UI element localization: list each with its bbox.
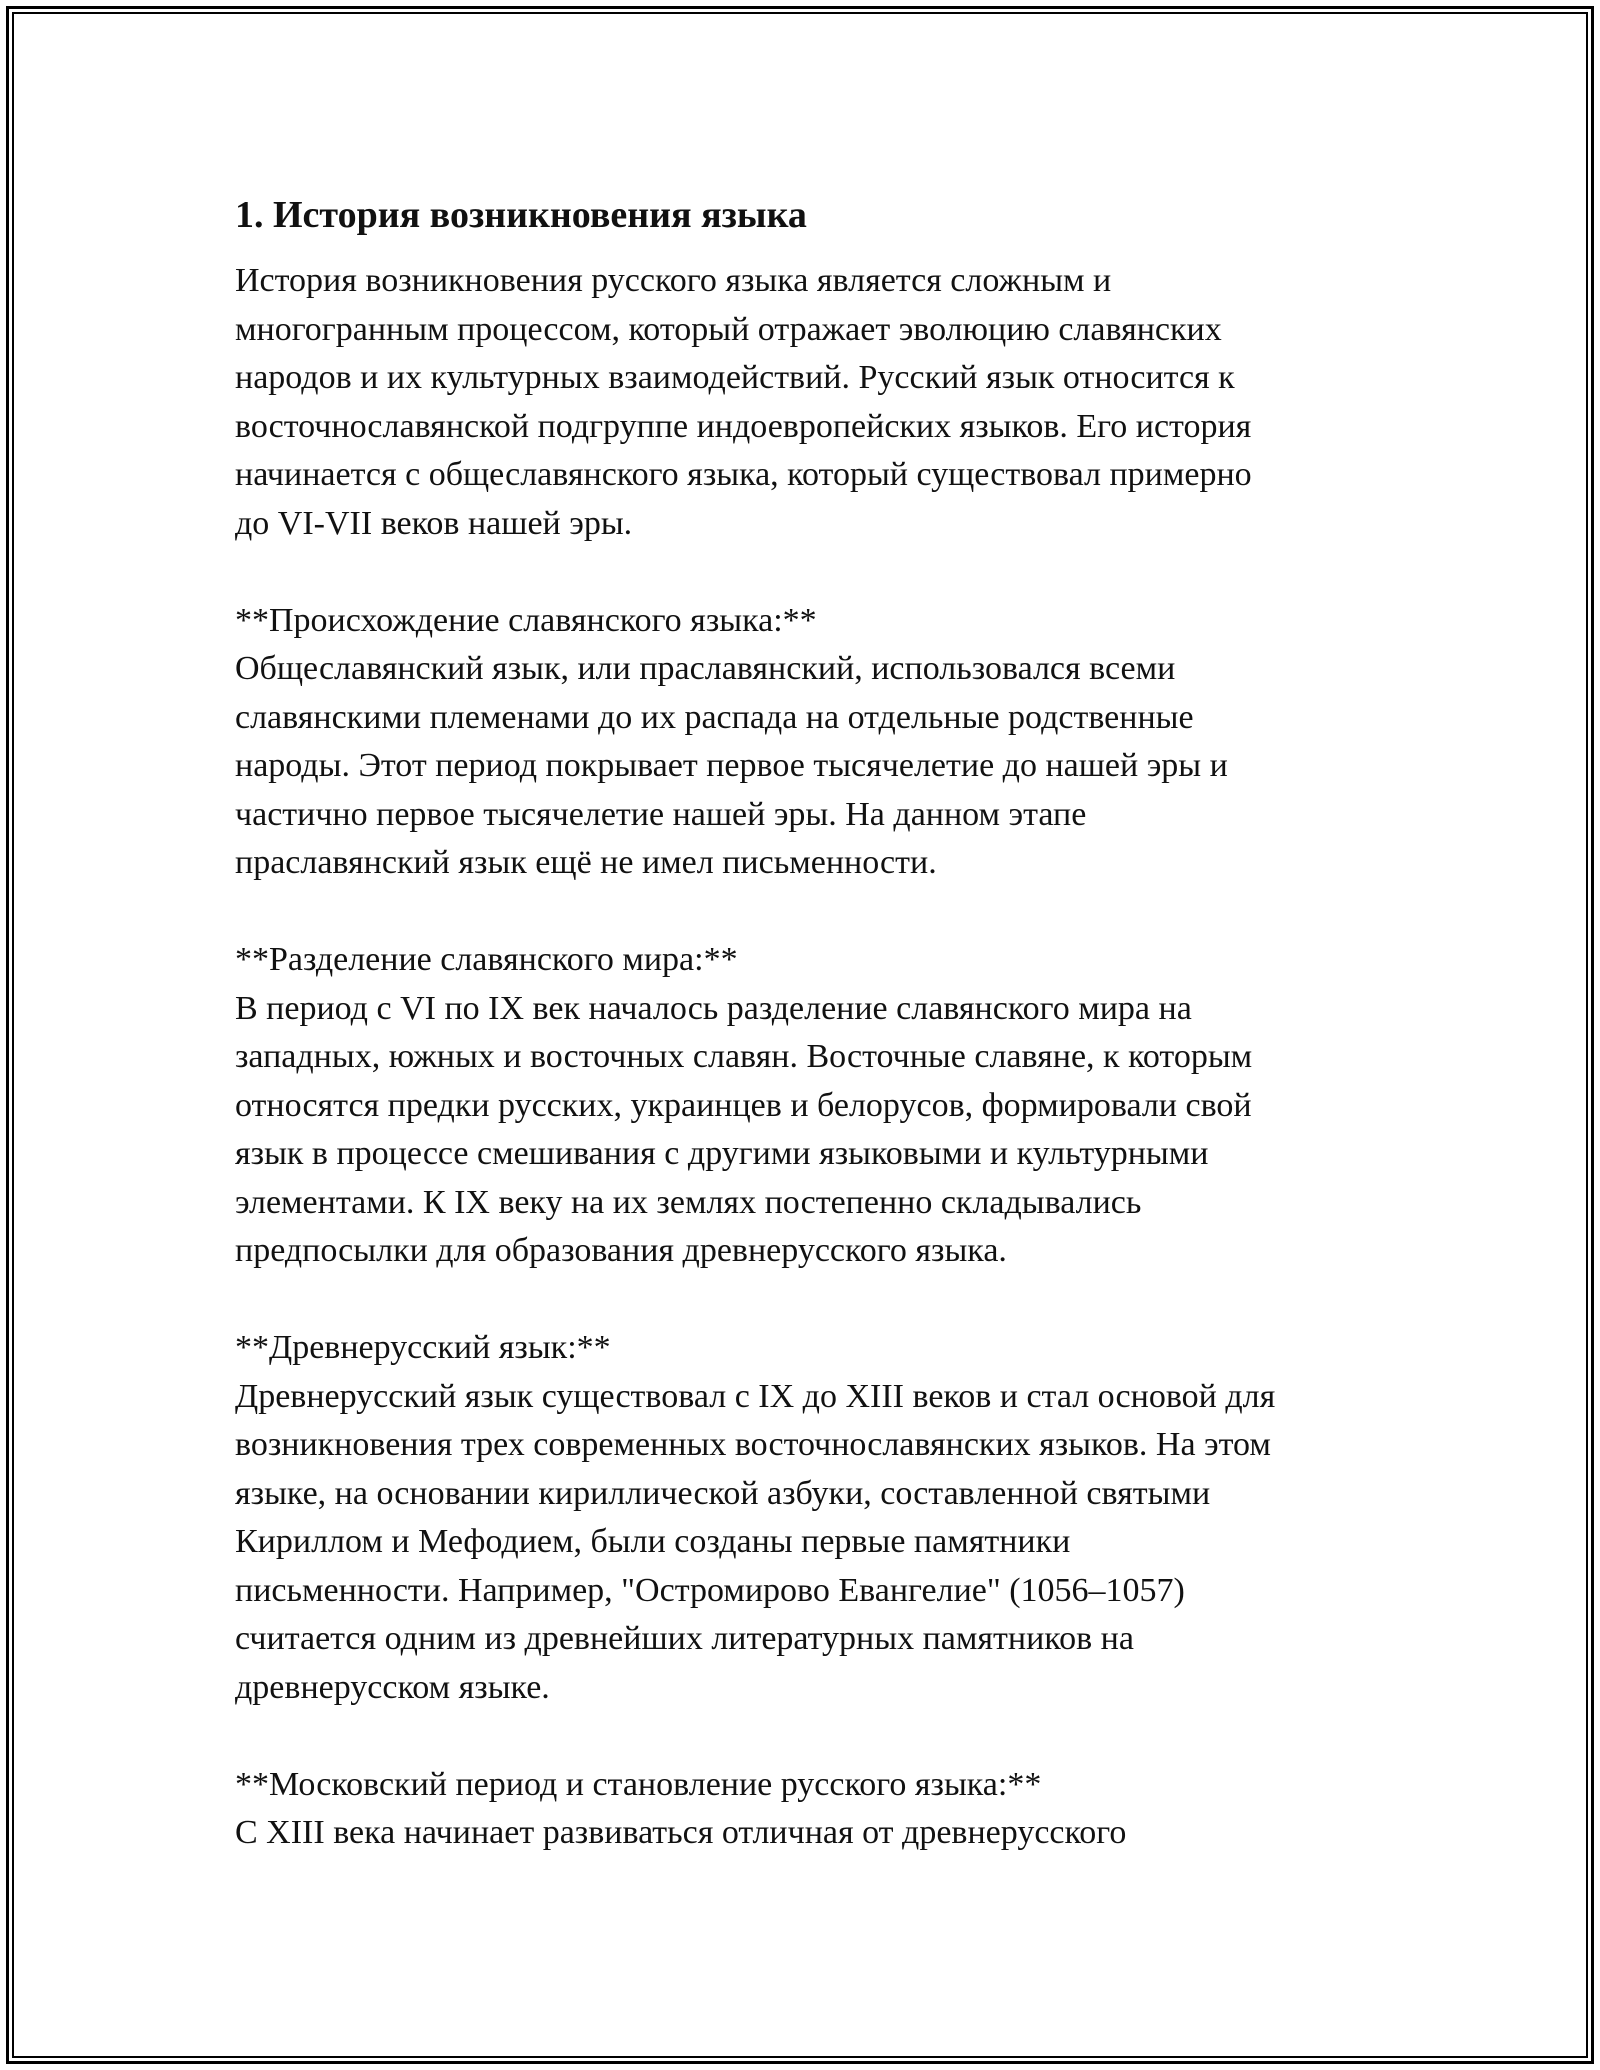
subsection-title: **Разделение славянского мира:** [235, 941, 738, 978]
text-line: письменности. Например, "Остромирово Евангелие" (1056–1057) [235, 1571, 1185, 1609]
text-line: славянскими племенами до их распада на отдельные родственные [235, 698, 1194, 736]
text-line: начинается с общеславянского языка, который существовал примерно [235, 456, 1252, 493]
text-line: В период с VI по IX век началось разделение славянского мира на [235, 989, 1192, 1027]
subsection-division [235, 936, 1415, 1276]
intro-paragraph [235, 257, 1415, 548]
document-body [235, 185, 1415, 1858]
subsection-old-russian [235, 1324, 1415, 1712]
text-line: считается одним из древнейших литературных памятников на [235, 1620, 1134, 1657]
text-line: частично первое тысячелетие нашей эры. На данном этапе [235, 795, 1087, 833]
text-line: язык в процессе смешивания с другими языковыми и культурными [235, 1135, 1209, 1172]
subsection-origin [235, 597, 1415, 888]
subsection-title: **Московский период и становление русского языка:** [235, 1765, 1042, 1803]
subsection-paragraph [235, 985, 1415, 1276]
text-line: народов и их культурных взаимодействий. Русский язык относится к [235, 359, 1235, 396]
text-line: предпосылки для образования древнерусского языка. [235, 1232, 1007, 1269]
text-line: восточнославянской подгруппе индоевропейских языков. Его история [235, 407, 1252, 445]
subsection-paragraph [235, 1809, 1415, 1858]
text-line: древнерусском языке. [235, 1668, 550, 1706]
text-line: Общеславянский язык, или праславянский, использовался всеми [235, 650, 1176, 687]
subsection-moscow-period [235, 1761, 1415, 1858]
text-line: языке, на основании кириллической азбуки, составленной святыми [235, 1474, 1211, 1512]
subsection-paragraph [235, 1373, 1415, 1713]
text-line: народы. Этот период покрывает первое тысячелетие до нашей эры и [235, 747, 1228, 784]
text-line: западных, южных и восточных славян. Восточные славяне, к которым [235, 1038, 1253, 1075]
subsection-title: **Древнерусский язык:** [235, 1329, 611, 1366]
text-line: Древнерусский язык существовал с IX до XIII веков и стал основой для [235, 1377, 1276, 1415]
subsection-paragraph [235, 645, 1415, 888]
text-line: Кириллом и Мефодием, были созданы первые памятники [235, 1523, 1071, 1560]
text-line: до VI-VII веков нашей эры. [235, 504, 633, 542]
text-line: многогранным процессом, который отражает эволюцию славянских [235, 310, 1222, 348]
text-line: праславянский язык ещё не имел письменности. [235, 844, 937, 881]
subsection-title: **Происхождение славянского языка:** [235, 601, 817, 639]
text-line: элементами. К IX веку на их землях постепенно складывались [235, 1183, 1142, 1221]
text-line: История возникновения русского языка является сложным и [235, 262, 1112, 299]
text-line: возникновения трех современных восточнославянских языков. На этом [235, 1426, 1271, 1463]
section-heading: 1. История возникновения языка [235, 194, 807, 236]
text-line: С XIII века начинает развиваться отличная от древнерусского [235, 1814, 1127, 1851]
text-line: относятся предки русских, украинцев и белорусов, формировали свой [235, 1086, 1252, 1124]
